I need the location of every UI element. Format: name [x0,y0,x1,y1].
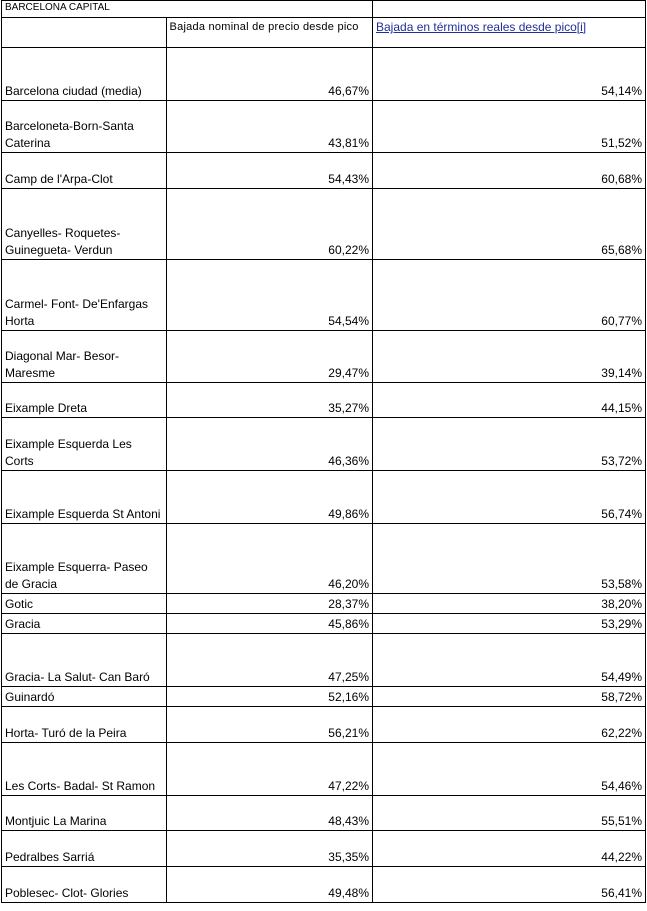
nominal-drop-cell: 49,86% [166,471,373,524]
district-cell: Eixample Esquerda Les Corts [2,418,167,471]
table-row [2,331,646,383]
header-district [2,18,167,48]
nominal-drop-cell: 35,27% [166,383,373,418]
real-drop-cell: 54,14% [373,48,646,101]
district-cell: Barceloneta-Born-Santa Caterina [2,101,167,153]
table-row [2,831,646,867]
table-row [2,614,646,634]
district-cell: Poblesec- Clot- Glories [2,867,167,903]
district-cell: Carmel- Font- De'Enfargas Horta [2,260,167,331]
title-row [2,1,646,18]
nominal-drop-cell: 43,81% [166,101,373,153]
nominal-drop-cell: 46,67% [166,48,373,101]
title-row-blank-cell [166,1,373,18]
district-cell: Gracia- La Salut- Can Baró [2,634,167,687]
table-row [2,189,646,260]
nominal-drop-cell: 47,22% [166,743,373,796]
real-drop-cell: 60,77% [373,260,646,331]
header-real-drop-link[interactable]: Bajada en términos reales desde pico[i] [373,18,646,48]
header-row [2,18,646,48]
table-row [2,707,646,743]
district-cell: Horta- Turó de la Peira [2,707,167,743]
real-drop-cell: 55,51% [373,796,646,831]
table-row [2,153,646,189]
real-drop-cell: 62,22% [373,707,646,743]
district-cell: Diagonal Mar- Besor- Maresme [2,331,167,383]
price-drop-table [1,0,646,903]
district-cell: Montjuic La Marina [2,796,167,831]
title-row-blank-cell [373,1,646,18]
table-row [2,418,646,471]
nominal-drop-cell: 48,43% [166,796,373,831]
real-drop-cell: 54,46% [373,743,646,796]
district-cell: Gracia [2,614,167,634]
real-drop-cell: 53,72% [373,418,646,471]
real-drop-cell: 44,15% [373,383,646,418]
nominal-drop-cell: 47,25% [166,634,373,687]
table-row [2,260,646,331]
nominal-drop-cell: 29,47% [166,331,373,383]
district-cell: Les Corts- Badal- St Ramon [2,743,167,796]
real-drop-cell: 38,20% [373,594,646,614]
nominal-drop-cell: 52,16% [166,687,373,707]
nominal-drop-cell: 46,20% [166,524,373,594]
district-cell: Pedralbes Sarriá [2,831,167,867]
district-cell: Eixample Dreta [2,383,167,418]
real-drop-cell: 54,49% [373,634,646,687]
real-drop-cell: 56,41% [373,867,646,903]
table-row [2,867,646,903]
district-cell: Camp de l'Arpa-Clot [2,153,167,189]
table-row [2,796,646,831]
real-drop-cell: 51,52% [373,101,646,153]
nominal-drop-cell: 60,22% [166,189,373,260]
nominal-drop-cell: 49,48% [166,867,373,903]
table-row [2,687,646,707]
table-row [2,634,646,687]
table-row [2,383,646,418]
table-row [2,743,646,796]
real-drop-cell: 56,74% [373,471,646,524]
district-cell: Guinardó [2,687,167,707]
real-drop-cell: 58,72% [373,687,646,707]
nominal-drop-cell: 54,43% [166,153,373,189]
sheet-title: BARCELONA CAPITAL [2,1,167,18]
district-cell: Eixample Esquerda St Antoni [2,471,167,524]
table-row [2,594,646,614]
table-row [2,471,646,524]
real-drop-cell: 60,68% [373,153,646,189]
nominal-drop-cell: 35,35% [166,831,373,867]
nominal-drop-cell: 28,37% [166,594,373,614]
real-drop-cell: 39,14% [373,331,646,383]
nominal-drop-cell: 54,54% [166,260,373,331]
district-cell: Canyelles- Roquetes- Guinegueta- Verdun [2,189,167,260]
nominal-drop-cell: 46,36% [166,418,373,471]
nominal-drop-cell: 56,21% [166,707,373,743]
real-drop-cell: 65,68% [373,189,646,260]
nominal-drop-cell: 45,86% [166,614,373,634]
real-drop-cell: 53,58% [373,524,646,594]
real-drop-cell: 53,29% [373,614,646,634]
header-nominal-drop: Bajada nominal de precio desde pico [166,18,373,48]
real-drop-cell: 44,22% [373,831,646,867]
district-cell: Eixample Esquerra- Paseo de Gracia [2,524,167,594]
table-row [2,101,646,153]
district-cell: Gotic [2,594,167,614]
table-row [2,524,646,594]
district-cell: Barcelona ciudad (media) [2,48,167,101]
table-row [2,48,646,101]
